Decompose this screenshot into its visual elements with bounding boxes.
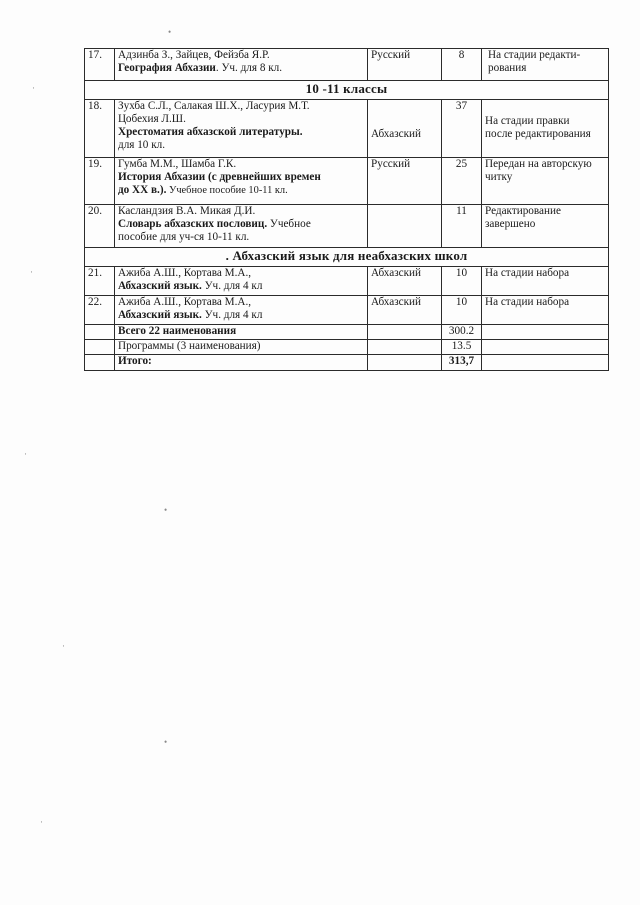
book-volume: 10 <box>442 267 482 296</box>
scan-speck: · <box>40 817 43 827</box>
book-note: Уч. для 4 кл <box>201 309 263 321</box>
book-volume: 11 <box>442 205 482 248</box>
row-number: 22. <box>85 296 115 325</box>
status-line: рования <box>488 62 527 74</box>
book-authors: Гумба М.М., Шамба Г.К. <box>118 158 237 170</box>
book-authors: Адзинба З., Зайцев, Фейзба Я.Р. <box>118 49 270 61</box>
total-row <box>85 325 609 340</box>
table-row <box>85 296 609 325</box>
book-description <box>115 49 368 81</box>
book-language: Абхазский <box>368 267 442 296</box>
scan-speck: • <box>164 737 168 747</box>
book-volume: 25 <box>442 158 482 205</box>
section-row <box>85 81 609 100</box>
total-row <box>85 355 609 371</box>
table-row <box>85 100 609 158</box>
status-line: Передан на авторскую <box>485 158 592 170</box>
status-line: завершено <box>485 218 536 230</box>
book-authors: Касландзия В.А. Микая Д.И. <box>118 205 256 217</box>
total-value: 13.5 <box>442 340 482 355</box>
status-line: после редактирования <box>485 128 591 140</box>
row-number: 20. <box>85 205 115 248</box>
table-row <box>85 205 609 248</box>
scan-speck: • <box>168 27 172 37</box>
book-description <box>115 100 368 158</box>
scan-speck: · <box>32 83 35 93</box>
book-title: География Абхазии <box>118 62 216 74</box>
book-authors: Зухба С.Л., Салакая Ш.Х., Ласурия М.Т. <box>118 100 310 112</box>
row-number: 17. <box>85 49 115 81</box>
total-label: Программы (3 наименования) <box>115 340 368 355</box>
book-language: Русский <box>368 49 442 81</box>
total-label: Итого: <box>115 355 368 371</box>
book-volume: 8 <box>442 49 482 81</box>
book-description <box>115 158 368 205</box>
total-value: 313,7 <box>442 355 482 371</box>
book-title: Абхазский язык. <box>118 309 202 321</box>
status-line: читку <box>485 171 513 183</box>
book-title: до XX в.). <box>118 184 167 196</box>
book-description <box>115 296 368 325</box>
book-note: пособие для уч-ся 10-11 кл. <box>118 231 250 243</box>
table-row <box>85 158 609 205</box>
book-status <box>482 49 609 81</box>
book-status: На стадии набора <box>482 296 609 325</box>
book-title: Хрестоматия абхазской литературы. <box>118 126 303 138</box>
book-title: История Абхазии (с древнейших времен <box>118 171 321 183</box>
book-volume: 37 <box>442 100 482 158</box>
scan-speck: • <box>164 505 168 515</box>
row-number: 18. <box>85 100 115 158</box>
book-status: На стадии набора <box>482 267 609 296</box>
scan-speck: · <box>62 641 65 651</box>
book-title: Словарь абхазских пословиц. <box>118 218 268 230</box>
book-note: . Уч. для 8 кл. <box>215 62 283 74</box>
section-row <box>85 248 609 267</box>
book-description <box>115 205 368 248</box>
book-language: Абхазский <box>368 296 442 325</box>
book-status <box>482 205 609 248</box>
book-note: для 10 кл. <box>118 139 166 151</box>
section-heading: . Абхазский язык для неабхазских школ <box>85 248 609 267</box>
status-line: На стадии правки <box>485 115 570 127</box>
textbook-table <box>84 48 609 371</box>
book-description <box>115 267 368 296</box>
book-language: Абхазский <box>368 100 442 158</box>
scan-speck: · <box>30 267 33 277</box>
status-line: На стадии редакти- <box>488 49 581 61</box>
scan-speck: · <box>24 449 27 459</box>
book-volume: 10 <box>442 296 482 325</box>
table-row <box>85 267 609 296</box>
status-line: Редактирование <box>485 205 561 217</box>
section-heading: 10 -11 классы <box>85 81 609 100</box>
row-number: 19. <box>85 158 115 205</box>
book-authors: Цобехия Л.Ш. <box>118 113 186 125</box>
book-authors: Ажиба А.Ш., Кортава М.А., <box>118 267 252 279</box>
row-number: 21. <box>85 267 115 296</box>
book-language <box>368 205 442 248</box>
book-note: Учебное <box>267 218 311 230</box>
total-label: Всего 22 наименования <box>115 325 368 340</box>
total-row <box>85 340 609 355</box>
book-note: Учебное пособие 10-11 кл. <box>166 185 288 196</box>
book-status <box>482 100 609 158</box>
book-status <box>482 158 609 205</box>
book-authors: Ажиба А.Ш., Кортава М.А., <box>118 296 252 308</box>
book-title: Абхазский язык. <box>118 280 202 292</box>
table-row <box>85 49 609 81</box>
book-language: Русский <box>368 158 442 205</box>
book-note: Уч. для 4 кл <box>201 280 263 292</box>
total-value: 300.2 <box>442 325 482 340</box>
